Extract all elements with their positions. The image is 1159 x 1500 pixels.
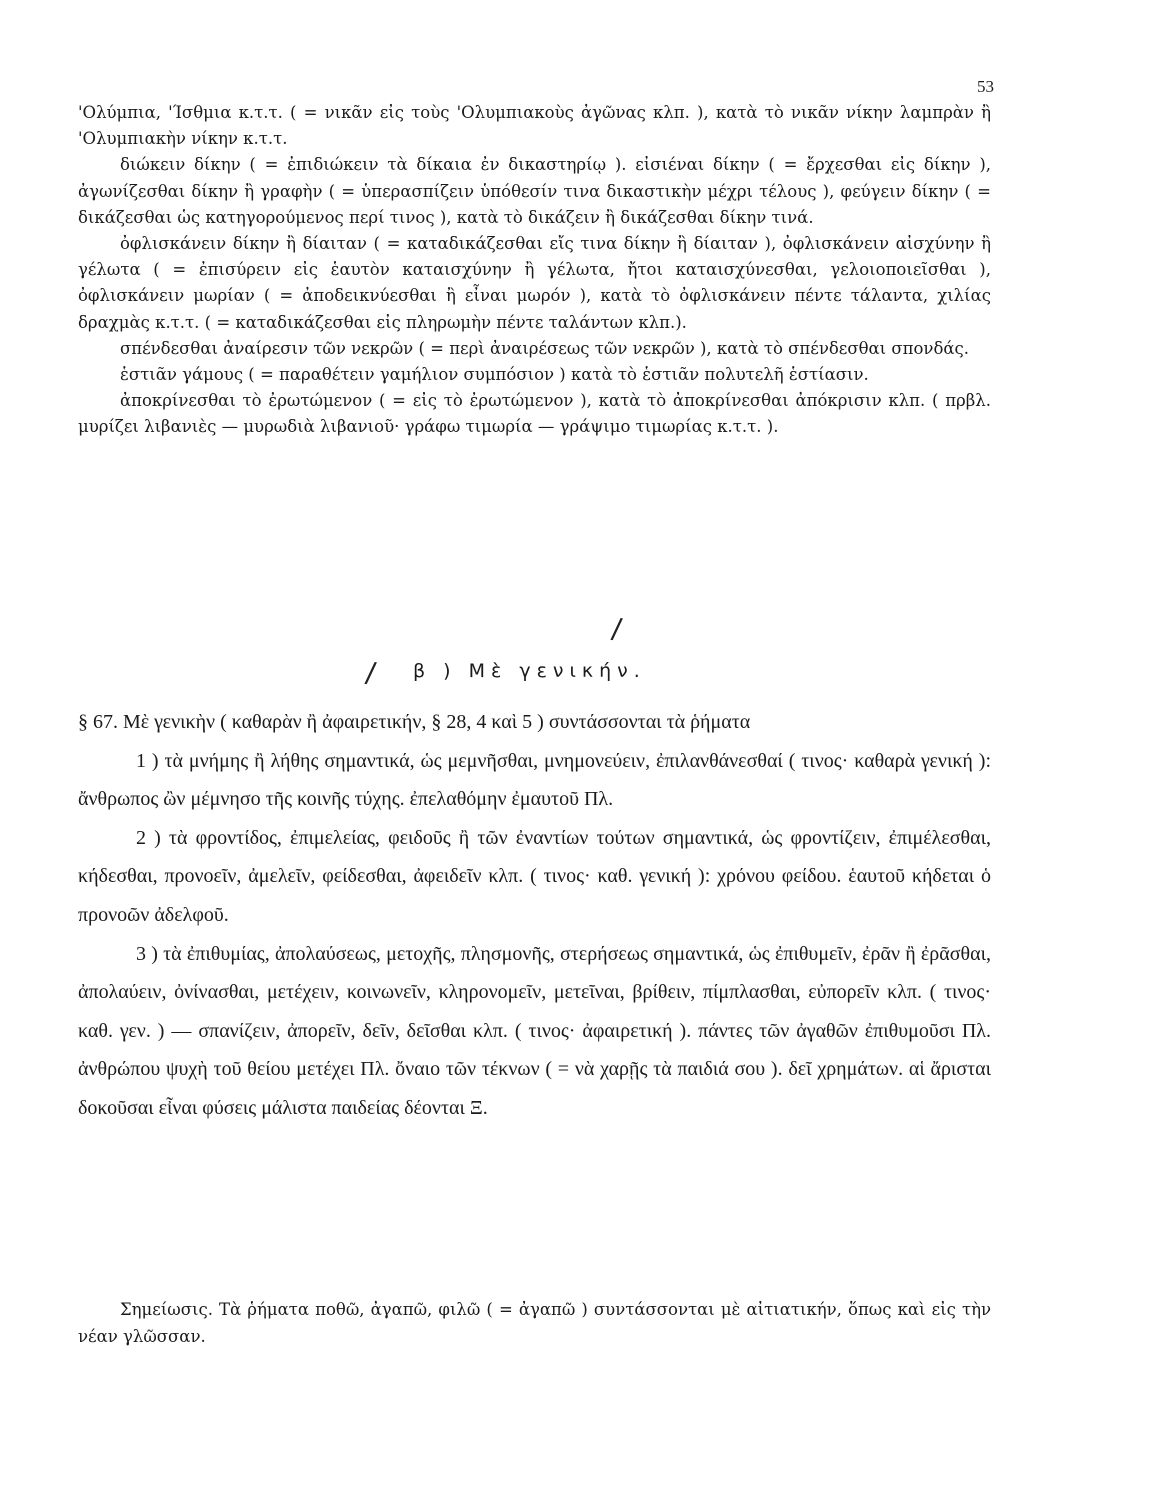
paragraph-ophliskanein: ὀφλισκάνειν δίκην ἢ δίαιταν ( = καταδικάζεσθαι εἴς τινα δίκην ἢ δίαιταν ), ὀφλισκάνειν αἰσχύνην ἢ γέλωτα ( = ἐπισύρειν εἰς ἑαυτὸν καταισχύνην ἢ γέλωτα, ἤτοι καταισχύνεσθαι, γελοιοποιεῖσθαι ), ὀφλισκάνειν μωρίαν ( = ἀποδεικνύεσθαι ἢ εἶναι μωρόν ), κατὰ τὸ ὀφλισκάνειν πέντε τάλαντα, χιλίας δραχμὰς κ.τ.τ. ( = καταδικάζεσθαι εἰς πληρωμὴν πέντε ταλάντων κλπ.). bbox=[78, 234, 991, 332]
note-section bbox=[78, 1296, 991, 1350]
section-heading: β ) Μὲ γενικήν. bbox=[413, 660, 646, 682]
pen-mark-icon: / bbox=[363, 655, 378, 690]
paragraph-note: Σημείωσις. Τὰ ῥήματα ποθῶ, ἀγαπῶ, φιλῶ ( = ἀγαπῶ ) συντάσσονται μὲ αἰτιατικήν, ὅπως καὶ εἰς τὴν νέαν γλῶσσαν. bbox=[78, 1300, 991, 1346]
paragraph-section-67: § 67. Μὲ γενικὴν ( καθαρὰν ἢ ἀφαιρετικήν, § 28, 4 καὶ 5 ) συντάσσονται τὰ ῥήματα bbox=[78, 711, 751, 733]
main-section bbox=[78, 703, 991, 1128]
paragraph-item-3: 3 ) τὰ ἐπιθυμίας, ἀπολαύσεως, μετοχῆς, πλησμονῆς, στερήσεως σημαντικά, ὡς ἐπιθυμεῖν, ἐρᾶν ἢ ἐρᾶσθαι, ἀπολαύειν, ὀνίνασθαι, μετέχειν, κοινωνεῖν, κληρονομεῖν, μετεῖναι, βρίθειν, πίμπλασθαι, εὐπορεῖν κλπ. ( τινος· καθ. γεν. ) — σπανίζειν, ἀπορεῖν, δεῖν, δεῖσθαι κλπ. ( τινος· ἀφαιρετική ). πάντες τῶν ἀγαθῶν ἐπιθυμοῦσι Πλ. ἀνθρώπου ψυχὴ τοῦ θείου μετέχει Πλ. ὄναιο τῶν τέκνων ( = νὰ χαρῇς τὰ παιδιά σου ). δεῖ χρημάτων. αἱ ἄρισται δοκοῦσαι εἶναι φύσεις μάλιστα παιδείας δέονται Ξ. bbox=[78, 942, 991, 1119]
paragraph-apokrinesthai: ἀποκρίνεσθαι τὸ ἐρωτώμενον ( = εἰς τὸ ἐρωτώμενον ), κατὰ τὸ ἀποκρίνεσθαι ἀπόκρισιν κλπ. ( πρβλ. μυρίζει λιβανιὲς — μυρωδιὰ λιβανιοῦ· γράφω τιμωρία — γράψιμο τιμωρίας κ.τ.τ. ). bbox=[78, 391, 991, 437]
paragraph-item-2: 2 ) τὰ φροντίδος, ἐπιμελείας, φειδοῦς ἢ τῶν ἐναντίων τούτων σημαντικά, ὡς φροντίζειν, ἐπιμέλεσθαι, κήδεσθαι, προνοεῖν, ἀμελεῖν, φείδεσθαι, ἀφειδεῖν κλπ. ( τινος· καθ. γενική ): χρόνου φείδου. ἑαυτοῦ κήδεται ὁ προνοῶν ἀδελφοῦ. bbox=[78, 826, 991, 926]
top-section bbox=[78, 100, 991, 441]
paragraph-spendesthai: σπένδεσθαι ἀναίρεσιν τῶν νεκρῶν ( = περὶ ἀναιρέσεως τῶν νεκρῶν ), κατὰ τὸ σπένδεσθαι σπονδάς. bbox=[120, 338, 970, 358]
page-number: 53 bbox=[977, 77, 994, 96]
paragraph-estian: ἑστιᾶν γάμους ( = παραθέτειν γαμήλιον συμπόσιον ) κατὰ τὸ ἑστιᾶν πολυτελῆ ἑστίασιν. bbox=[120, 365, 869, 385]
paragraph-diokein: διώκειν δίκην ( = ἐπιδιώκειν τὰ δίκαια ἐν δικαστηρίῳ ). εἰσιέναι δίκην ( = ἔρχεσθαι εἰς δίκην ), ἀγωνίζεσθαι δίκην ἢ γραφὴν ( = ὑπερασπίζειν ὑπόθεσίν τινα δικαστικὴν μέχρι τέλους ), φεύγειν δίκην ( = δικάζεσθαι ὡς κατηγορούμενος περί τινος ), κατὰ τὸ δικάζειν ἢ δικάζεσθαι δίκην τινά. bbox=[78, 155, 991, 227]
pen-mark-icon: / bbox=[609, 611, 624, 646]
paragraph-olympia: 'Ολύμπια, 'Ίσθμια κ.τ.τ. ( = νικᾶν εἰς τοὺς 'Ολυμπιακοὺς ἀγῶνας κλπ. ), κατὰ τὸ νικᾶν νίκην λαμπρὰν ἢ 'Ολυμπιακὴν νίκην κ.τ.τ. bbox=[78, 103, 991, 149]
paragraph-item-1: 1 ) τὰ μνήμης ἢ λήθης σημαντικά, ὡς μεμνῆσθαι, μνημονεύειν, ἐπιλανθάνεσθαί ( τινος· καθαρὰ γενική ): ἄνθρωπος ὢν μέμνησο τῆς κοινῆς τύχης. ἐπελαθόμην ἐμαυτοῦ Πλ. bbox=[78, 749, 991, 811]
